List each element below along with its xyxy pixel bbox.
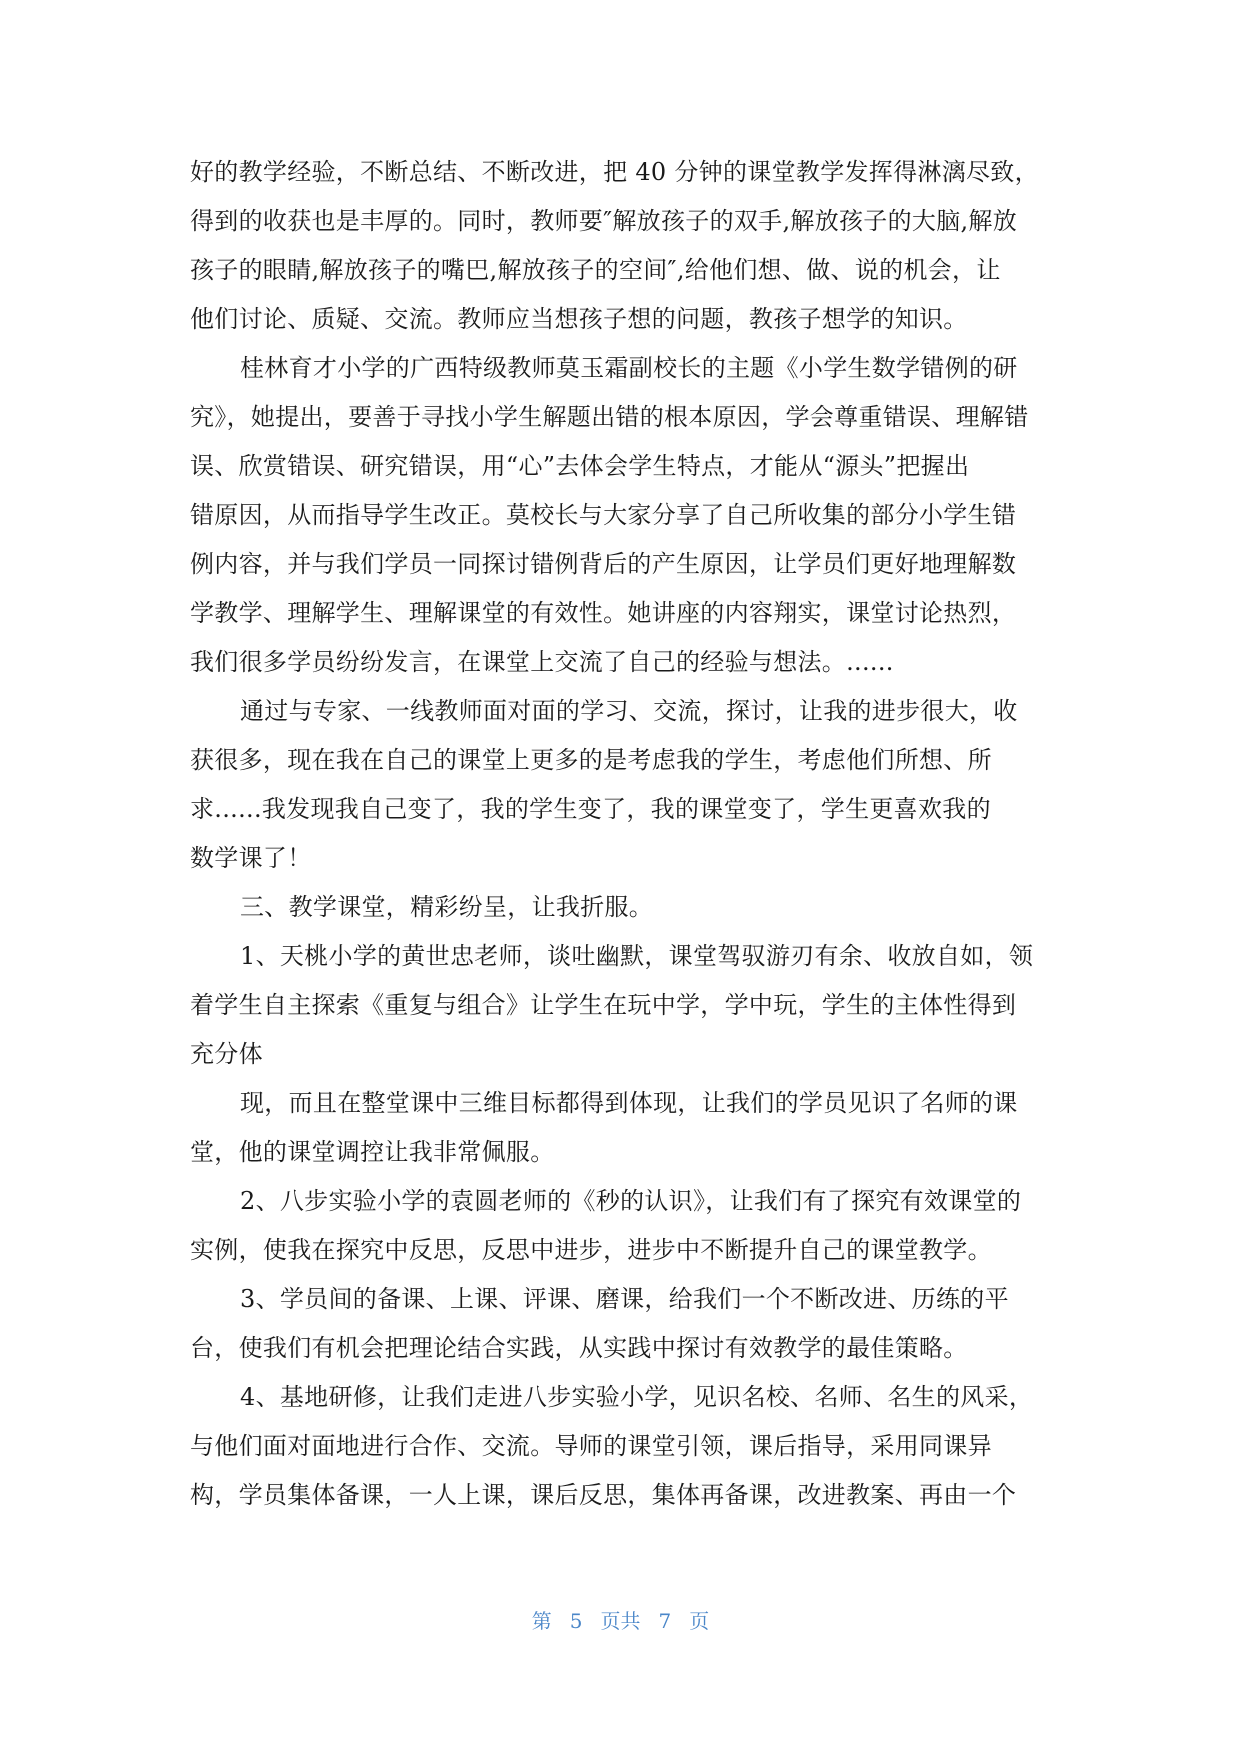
text-line: 构，学员集体备课，一人上课，课后反思，集体再备课，改进教案、再由一个 — [190, 1481, 1017, 1509]
page-footer — [0, 1605, 1241, 1634]
text-line: 实例，使我在探究中反思，反思中进步，进步中不断提升自己的课堂教学。 — [190, 1236, 992, 1264]
text-line: 4、基地研修，让我们走进八步实验小学，见识名校、名师、名生的风采， — [240, 1383, 1034, 1411]
text-line: 孩子的眼睛,解放孩子的嘴巴,解放孩子的空间″,给他们想、做、说的机会，让 — [190, 256, 1001, 284]
text-line: 充分体 — [190, 1040, 263, 1068]
paragraph — [190, 1373, 1050, 1520]
text-line: 错原因，从而指导学生改正。莫校长与大家分享了自己所收集的部分小学生错 — [190, 501, 1017, 529]
text-line: 得到的收获也是丰厚的。同时，教师要″解放孩子的双手,解放孩子的大脑,解放 — [190, 207, 1018, 235]
total-pages-number: 7 — [658, 1609, 672, 1633]
footer-word-yegong: 页共 — [600, 1609, 641, 1633]
text-line: 学教学、理解学生、理解课堂的有效性。她讲座的内容翔实，课堂讨论热烈， — [190, 599, 1017, 627]
text-line: 着学生自主探索《重复与组合》让学生在玩中学，学中玩，学生的主体性得到 — [190, 991, 1017, 1019]
text-line: 他们讨论、质疑、交流。教师应当想孩子想的问题，教孩子想学的知识。 — [190, 305, 968, 333]
paragraph — [190, 932, 1050, 1079]
section-heading — [190, 883, 1050, 932]
paragraph — [190, 1275, 1050, 1373]
text-line: 误、欣赏错误、研究错误，用“心”去体会学生特点，才能从“源头”把握出 — [190, 452, 970, 480]
text-line: 例内容，并与我们学员一同探讨错例背后的产生原因，让学员们更好地理解数 — [190, 550, 1017, 578]
footer-word-ye: 页 — [689, 1609, 710, 1633]
footer-word-di: 第 — [531, 1609, 552, 1633]
paragraph — [190, 344, 1050, 687]
text-line: 我们很多学员纷纷发言，在课堂上交流了自己的经验与想法。...... — [190, 648, 894, 676]
text-line: 获很多，现在我在自己的课堂上更多的是考虑我的学生，考虑他们所想、所 — [190, 746, 992, 774]
paragraph — [190, 1177, 1050, 1275]
text-line: 现，而且在整堂课中三维目标都得到体现，让我们的学员见识了名师的课 — [240, 1089, 1018, 1117]
body-text — [190, 148, 1050, 1520]
text-line: 堂，他的课堂调控让我非常佩服。 — [190, 1138, 555, 1166]
text-line: 3、学员间的备课、上课、评课、磨课，给我们一个不断改进、历练的平 — [240, 1285, 1009, 1313]
paragraph — [190, 1079, 1050, 1177]
text-line: 究》，她提出，要善于寻找小学生解题出错的根本原因，学会尊重错误、理解错 — [190, 403, 1029, 431]
text-line: 好的教学经验，不断总结、不断改进，把 40 分钟的课堂教学发挥得淋漓尽致， — [190, 158, 1039, 186]
text-line: 2、八步实验小学的袁圆老师的《秒的认识》，让我们有了探究有效课堂的 — [240, 1187, 1022, 1215]
text-line: 通过与专家、一线教师面对面的学习、交流，探讨，让我的进步很大，收 — [240, 697, 1018, 725]
text-line: 桂林育才小学的广西特级教师莫玉霜副校长的主题《小学生数学错例的研 — [240, 354, 1018, 382]
current-page-number: 5 — [569, 1609, 583, 1633]
text-line: 求......我发现我自己变了，我的学生变了，我的课堂变了，学生更喜欢我的 — [190, 795, 991, 823]
paragraph — [190, 148, 1050, 344]
text-line: 数学课了！ — [190, 844, 312, 872]
text-line: 与他们面对面地进行合作、交流。导师的课堂引领，课后指导，采用同课异 — [190, 1432, 992, 1460]
text-line: 三、教学课堂，精彩纷呈，让我折服。 — [240, 893, 654, 921]
text-line: 台，使我们有机会把理论结合实践，从实践中探讨有效教学的最佳策略。 — [190, 1334, 968, 1362]
text-line: 1、天桃小学的黄世忠老师，谈吐幽默，课堂驾驭游刃有余、收放自如，领 — [240, 942, 1034, 970]
paragraph — [190, 687, 1050, 883]
